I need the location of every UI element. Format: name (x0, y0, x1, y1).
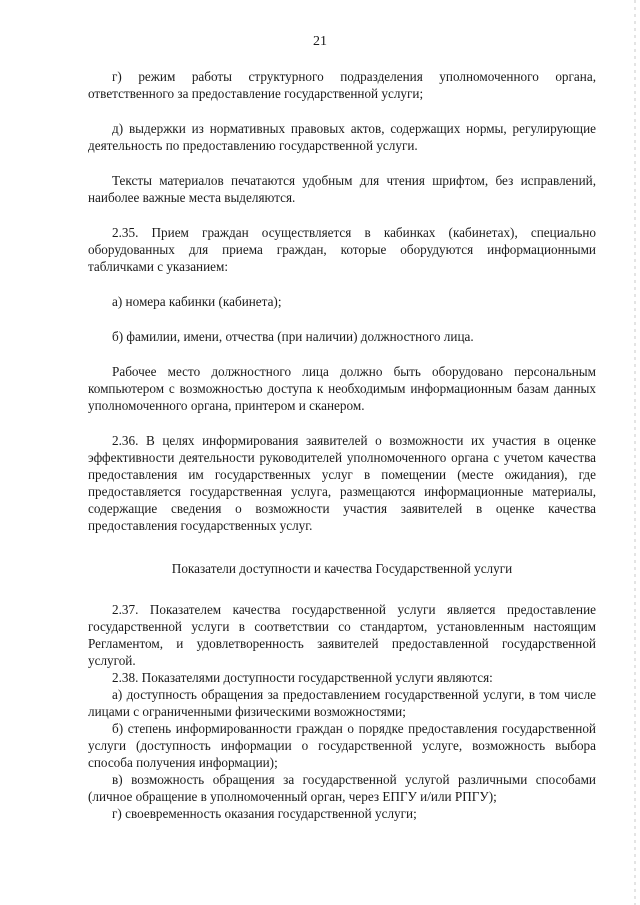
paragraph-2-36: 2.36. В целях информирования заявителей о возможности их участия в оценке эффективности деятельности руководителей уполномоченного органа с учетом качества предоставления им государственных услуг в помещении (месте ожидания), где предоставляется государственная услуга, размещаются информационные материалы, содержащие сведения о возможности участия заявителей в оценке качества предоставления государственных услуг. (88, 433, 596, 533)
page-number: 21 (313, 34, 327, 49)
paragraph-workplace: Рабочее место должностного лица должно быть оборудовано персональным компьютером с возможностью доступа к необходимым информационным базам данных уполномоченного органа, принтером и сканером. (88, 364, 596, 413)
paragraph-2-38: 2.38. Показателями доступности государственной услуги являются: (112, 670, 493, 685)
paragraph-schedule: г) режим работы структурного подразделения уполномоченного органа, ответственного за предоставление государственной услуги; (88, 69, 596, 101)
paragraph-font-requirements: Тексты материалов печатаются удобным для чтения шрифтом, без исправлений, наиболее важные места выделяются. (88, 173, 596, 205)
list-item-awareness: б) степень информированности граждан о порядке предоставления государственной услуги (доступность информации о государственной услуге, возможность выбора способа получения информации); (88, 721, 596, 770)
list-item-cabin-number: а) номера кабинки (кабинета); (112, 294, 282, 309)
list-item-official-name: б) фамилии, имени, отчества (при наличии) должностного лица. (112, 329, 474, 344)
section-heading: Показатели доступности и качества Государственной услуги (171, 561, 513, 576)
list-item-methods: в) возможность обращения за государственной услугой различными способами (личное обращение в уполномоченный орган, через ЕПГУ и/или РПГУ); (88, 772, 596, 804)
list-item-accessibility: а) доступность обращения за предоставлением государственной услуги, в том числе лицами с ограниченными физическими возможностями; (88, 687, 596, 719)
list-item-timeliness: г) своевременность оказания государственной услуги; (112, 806, 417, 821)
document-body (88, 68, 596, 822)
paragraph-legal-extracts: д) выдержки из нормативных правовых актов, содержащих нормы, регулирующие деятельность по предоставлению государственной услуги. (88, 121, 596, 153)
scan-edge-artifact (634, 0, 636, 905)
paragraph-2-37: 2.37. Показателем качества государственной услуги является предоставление государственной услуги в соответствии со стандартом, установленным настоящим Регламентом, и удовлетворенность заявителей предоставленной государственной услугой. (88, 602, 596, 668)
paragraph-2-35: 2.35. Прием граждан осуществляется в кабинках (кабинетах), специально оборудованных для приема граждан, которые оборудуются информационными табличками с указанием: (88, 225, 596, 274)
